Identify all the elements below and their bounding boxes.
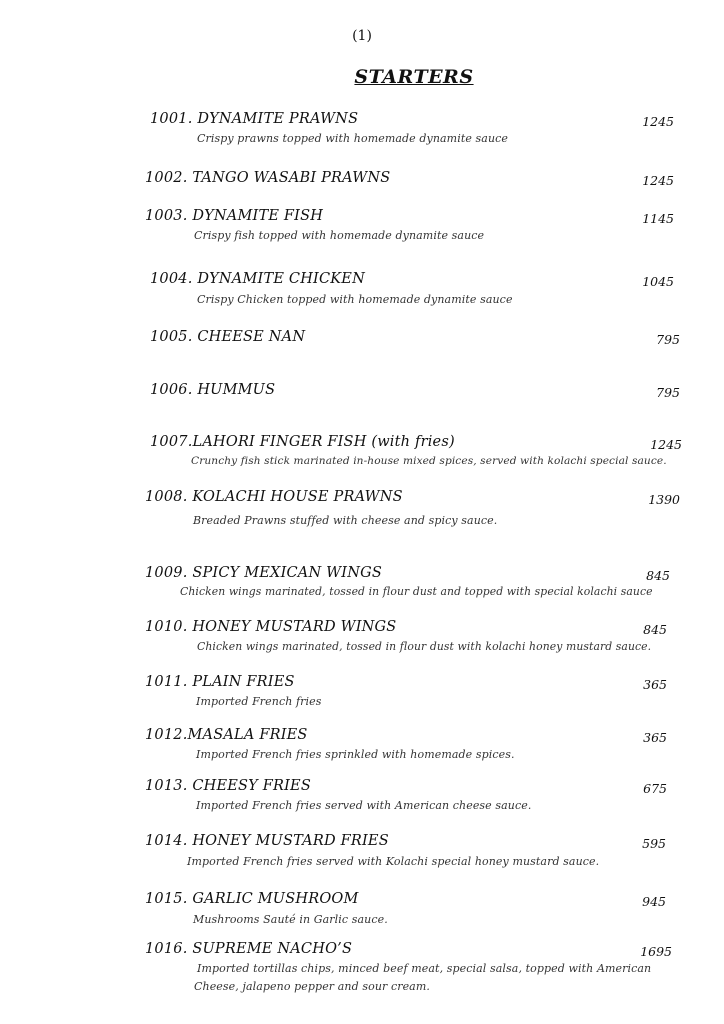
- item-name: 1005. CHEESE NAN: [150, 329, 306, 345]
- item-price: 795: [656, 385, 680, 400]
- item-name: 1002. TANGO WASABI PRAWNS: [145, 170, 391, 186]
- item-price: 675: [643, 781, 667, 796]
- item-description-line2: Cheese, jalapeno pepper and sour cream.: [194, 980, 430, 993]
- item-description: Crunchy fish stick marinated in-house mixed spices, served with kolachi special sauce.: [191, 455, 667, 467]
- item-description: Imported tortillas chips, minced beef meat, special salsa, topped with American: [197, 962, 652, 975]
- item-price: 365: [643, 730, 667, 745]
- item-price: 1145: [642, 211, 674, 226]
- item-price: 795: [656, 332, 680, 347]
- section-title: STARTERS: [354, 66, 474, 88]
- item-name: 1003. DYNAMITE FISH: [145, 208, 324, 224]
- item-description: Crispy fish topped with homemade dynamite sauce: [194, 229, 485, 242]
- item-price: 945: [642, 894, 666, 909]
- item-name: 1010. HONEY MUSTARD WINGS: [145, 619, 397, 635]
- item-name: 1001. DYNAMITE PRAWNS: [150, 111, 359, 127]
- item-price: 365: [643, 677, 667, 692]
- item-name: 1013. CHEESY FRIES: [145, 778, 311, 794]
- item-name: 1007.LAHORI FINGER FISH (with fries): [150, 434, 455, 450]
- item-name: 1006. HUMMUS: [150, 382, 276, 398]
- item-name: 1012.MASALA FRIES: [145, 727, 308, 743]
- item-price: 1245: [642, 114, 674, 129]
- item-description: Imported French fries: [196, 695, 322, 708]
- item-price: 1390: [648, 492, 680, 507]
- item-price: 845: [643, 622, 667, 637]
- item-price: 845: [646, 568, 670, 583]
- page-number: (1): [352, 28, 372, 44]
- item-name: 1008. KOLACHI HOUSE PRAWNS: [145, 489, 403, 505]
- item-description: Imported French fries served with American cheese sauce.: [196, 799, 532, 812]
- item-name: 1014. HONEY MUSTARD FRIES: [145, 833, 389, 849]
- item-description: Breaded Prawns stuffed with cheese and spicy sauce.: [193, 514, 498, 527]
- item-description: Chicken wings marinated, tossed in flour dust and topped with special kolachi sauce: [180, 585, 653, 598]
- item-price: 1695: [640, 944, 672, 959]
- item-description: Crispy Chicken topped with homemade dynamite sauce: [197, 293, 513, 306]
- item-name: 1011. PLAIN FRIES: [145, 674, 295, 690]
- item-name: 1004. DYNAMITE CHICKEN: [150, 271, 365, 287]
- item-name: 1016. SUPREME NACHO’S: [145, 941, 353, 957]
- item-description: Chicken wings marinated, tossed in flour dust with kolachi honey mustard sauce.: [197, 640, 652, 653]
- item-price: 1245: [642, 173, 674, 188]
- item-description: Crispy prawns topped with homemade dynamite sauce: [197, 132, 509, 145]
- item-description: Mushrooms Sauté in Garlic sauce.: [193, 913, 388, 926]
- item-description: Imported French fries served with Kolachi special honey mustard sauce.: [187, 855, 600, 868]
- item-description: Imported French fries sprinkled with homemade spices.: [196, 748, 515, 761]
- item-price: 1245: [650, 437, 682, 452]
- item-price: 1045: [642, 274, 674, 289]
- item-name: 1009. SPICY MEXICAN WINGS: [145, 565, 382, 581]
- item-price: 595: [642, 836, 666, 851]
- item-name: 1015. GARLIC MUSHROOM: [145, 891, 359, 907]
